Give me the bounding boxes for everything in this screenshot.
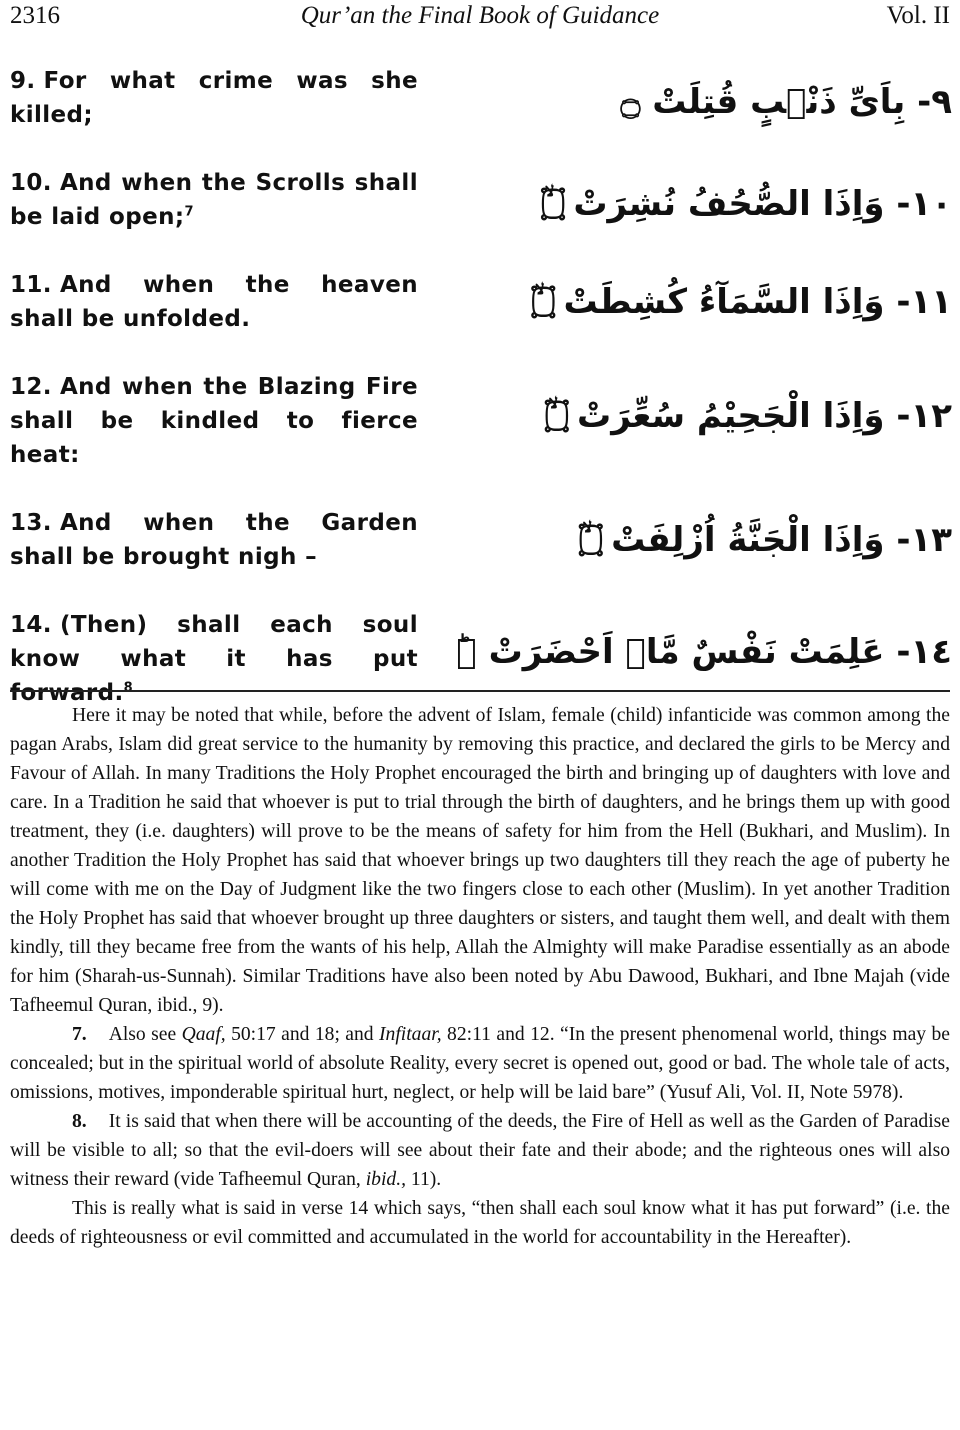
verse-number: 12.	[10, 374, 52, 400]
footnote-text: Also see	[108, 1024, 182, 1045]
surah-ref: Infitaar,	[379, 1024, 442, 1045]
verse-13-translation	[10, 506, 418, 574]
footnote-divider	[10, 690, 950, 692]
footnote-number: 7.	[72, 1024, 87, 1045]
footnote-ref: 8	[123, 680, 134, 696]
verse-text: And when the Blazing Fire shall be kindled to fierce heat:	[10, 374, 418, 468]
page-header	[10, 2, 950, 34]
footnotes	[10, 701, 950, 1252]
book-title: Qur’an the Final Book of Guidance	[300, 2, 660, 29]
surah-ref: Qaaf,	[181, 1024, 226, 1045]
verse-number: 14.	[10, 612, 52, 638]
verse-number: 13.	[10, 510, 52, 536]
verse-text: And when the Garden shall be brought nigh –	[10, 510, 418, 570]
note-closing: This is really what is said in verse 14 which says, “then shall each soul know what it has put forward” (i.e. the deeds of righteousness or evil committed and accumulated in the world for accountability in the Hereafter).	[10, 1198, 950, 1248]
verse-12-arabic: ١٢- وَاِذَا الْجَحِیْمُ سُعِّرَتْ ۝ۙ	[548, 396, 952, 436]
ibid-ref: ibid.,	[365, 1169, 407, 1190]
footnote-number: 8.	[72, 1111, 87, 1132]
page-number: 2316	[10, 2, 60, 29]
verse-text: (Then) shall each soul know what it has put forward.	[10, 612, 418, 706]
verse-13-arabic: ١٣- وَاِذَا الْجَنَّةُ اُزْلِفَتْ ۝ۙ	[582, 520, 952, 560]
verse-11-arabic: ١١- وَاِذَا السَّمَآءُ كُشِطَتْ ۝ۙ	[534, 282, 952, 322]
verse-14-translation	[10, 608, 418, 710]
footnote-text: 11).	[406, 1169, 442, 1190]
verse-text: And when the Scrolls shall be laid open;	[10, 170, 418, 230]
footnote-ref: 7	[184, 204, 194, 220]
verse-number: 9.	[10, 68, 36, 94]
verse-text: And when the heaven shall be unfolded.	[10, 272, 418, 332]
verse-14-arabic: ١٤- عَلِمَتْ نَفْسٌ مَّاۤ اَحْضَرَتْ ۝ؕ	[456, 632, 952, 672]
verse-10-arabic: ١٠- وَاِذَا الصُّحُفُ نُشِرَتْ ۝ۙ	[544, 184, 952, 224]
volume-label: Vol. II	[886, 2, 950, 29]
footnote-7	[10, 1020, 950, 1107]
footnote-text: 82:11 and 12. “In the present phenomenal world, things may be concealed; but in the spiritual world of absolute Reality, every secret is opened out, good or bad. The whole tale of acts, omissions, motives, imponderable spiritual hurt, neglect, or help will be laid bare” (Yusuf Ali, Vol. II, Note 5978).	[10, 1024, 950, 1103]
verse-number: 10.	[10, 170, 52, 196]
verse-12-translation	[10, 370, 418, 472]
footnote-text: 50:17 and 18; and	[225, 1024, 380, 1045]
verse-11-translation	[10, 268, 418, 336]
verse-10-translation	[10, 166, 418, 234]
footnote-text: It is said that when there will be accounting of the deeds, the Fire of Hell as well as the Garden of Paradise will be visible to all; so that the evil-doers will see about their fate and their abode; and the righteous ones will also witness their reward (vide Tafheemul Quran,	[10, 1111, 950, 1190]
note-intro: Here it may be noted that while, before the advent of Islam, female (child) infanticide was common among the pagan Arabs, Islam did great service to the humanity by removing this practice, and declared the girls to be Mercy and Favour of Allah. In many Traditions the Holy Prophet encouraged the birth and bringing up of daughters with love and care. In a Tradition he said that whoever is put to trial through the birth of daughters, and he brings them up with good treatment, they (i.e. daughters) will prove to be the means of safety for him from the Hell (Bukhari, and Muslim). In another Tradition the Holy Prophet has said that whoever brings up two daughters till they reach the age of puberty he will come with me on the Day of Judgment like the two fingers close to each other (Muslim). In yet another Tradition the Holy Prophet has said that whoever brought up three daughters or sisters, and taught them well, and dealt with them kindly, till they became free from the wants of his help, Allah the Almighty will make Paradise essentially as an abode for him (Sharah-us-Sunnah). Similar Traditions have also been noted by Abu Dawood, Bukhari, and Ibne Majah (vide Tafheemul Quran, ibid., 9).	[10, 705, 950, 1016]
verse-number: 11.	[10, 272, 52, 298]
verse-9-arabic: ٩- بِاَیِّ ذَنْۢبٍ قُتِلَتْ ۝	[620, 82, 952, 122]
verse-9-translation	[10, 64, 418, 132]
verse-text: For what crime was she killed;	[10, 68, 418, 128]
footnote-8	[10, 1107, 950, 1194]
